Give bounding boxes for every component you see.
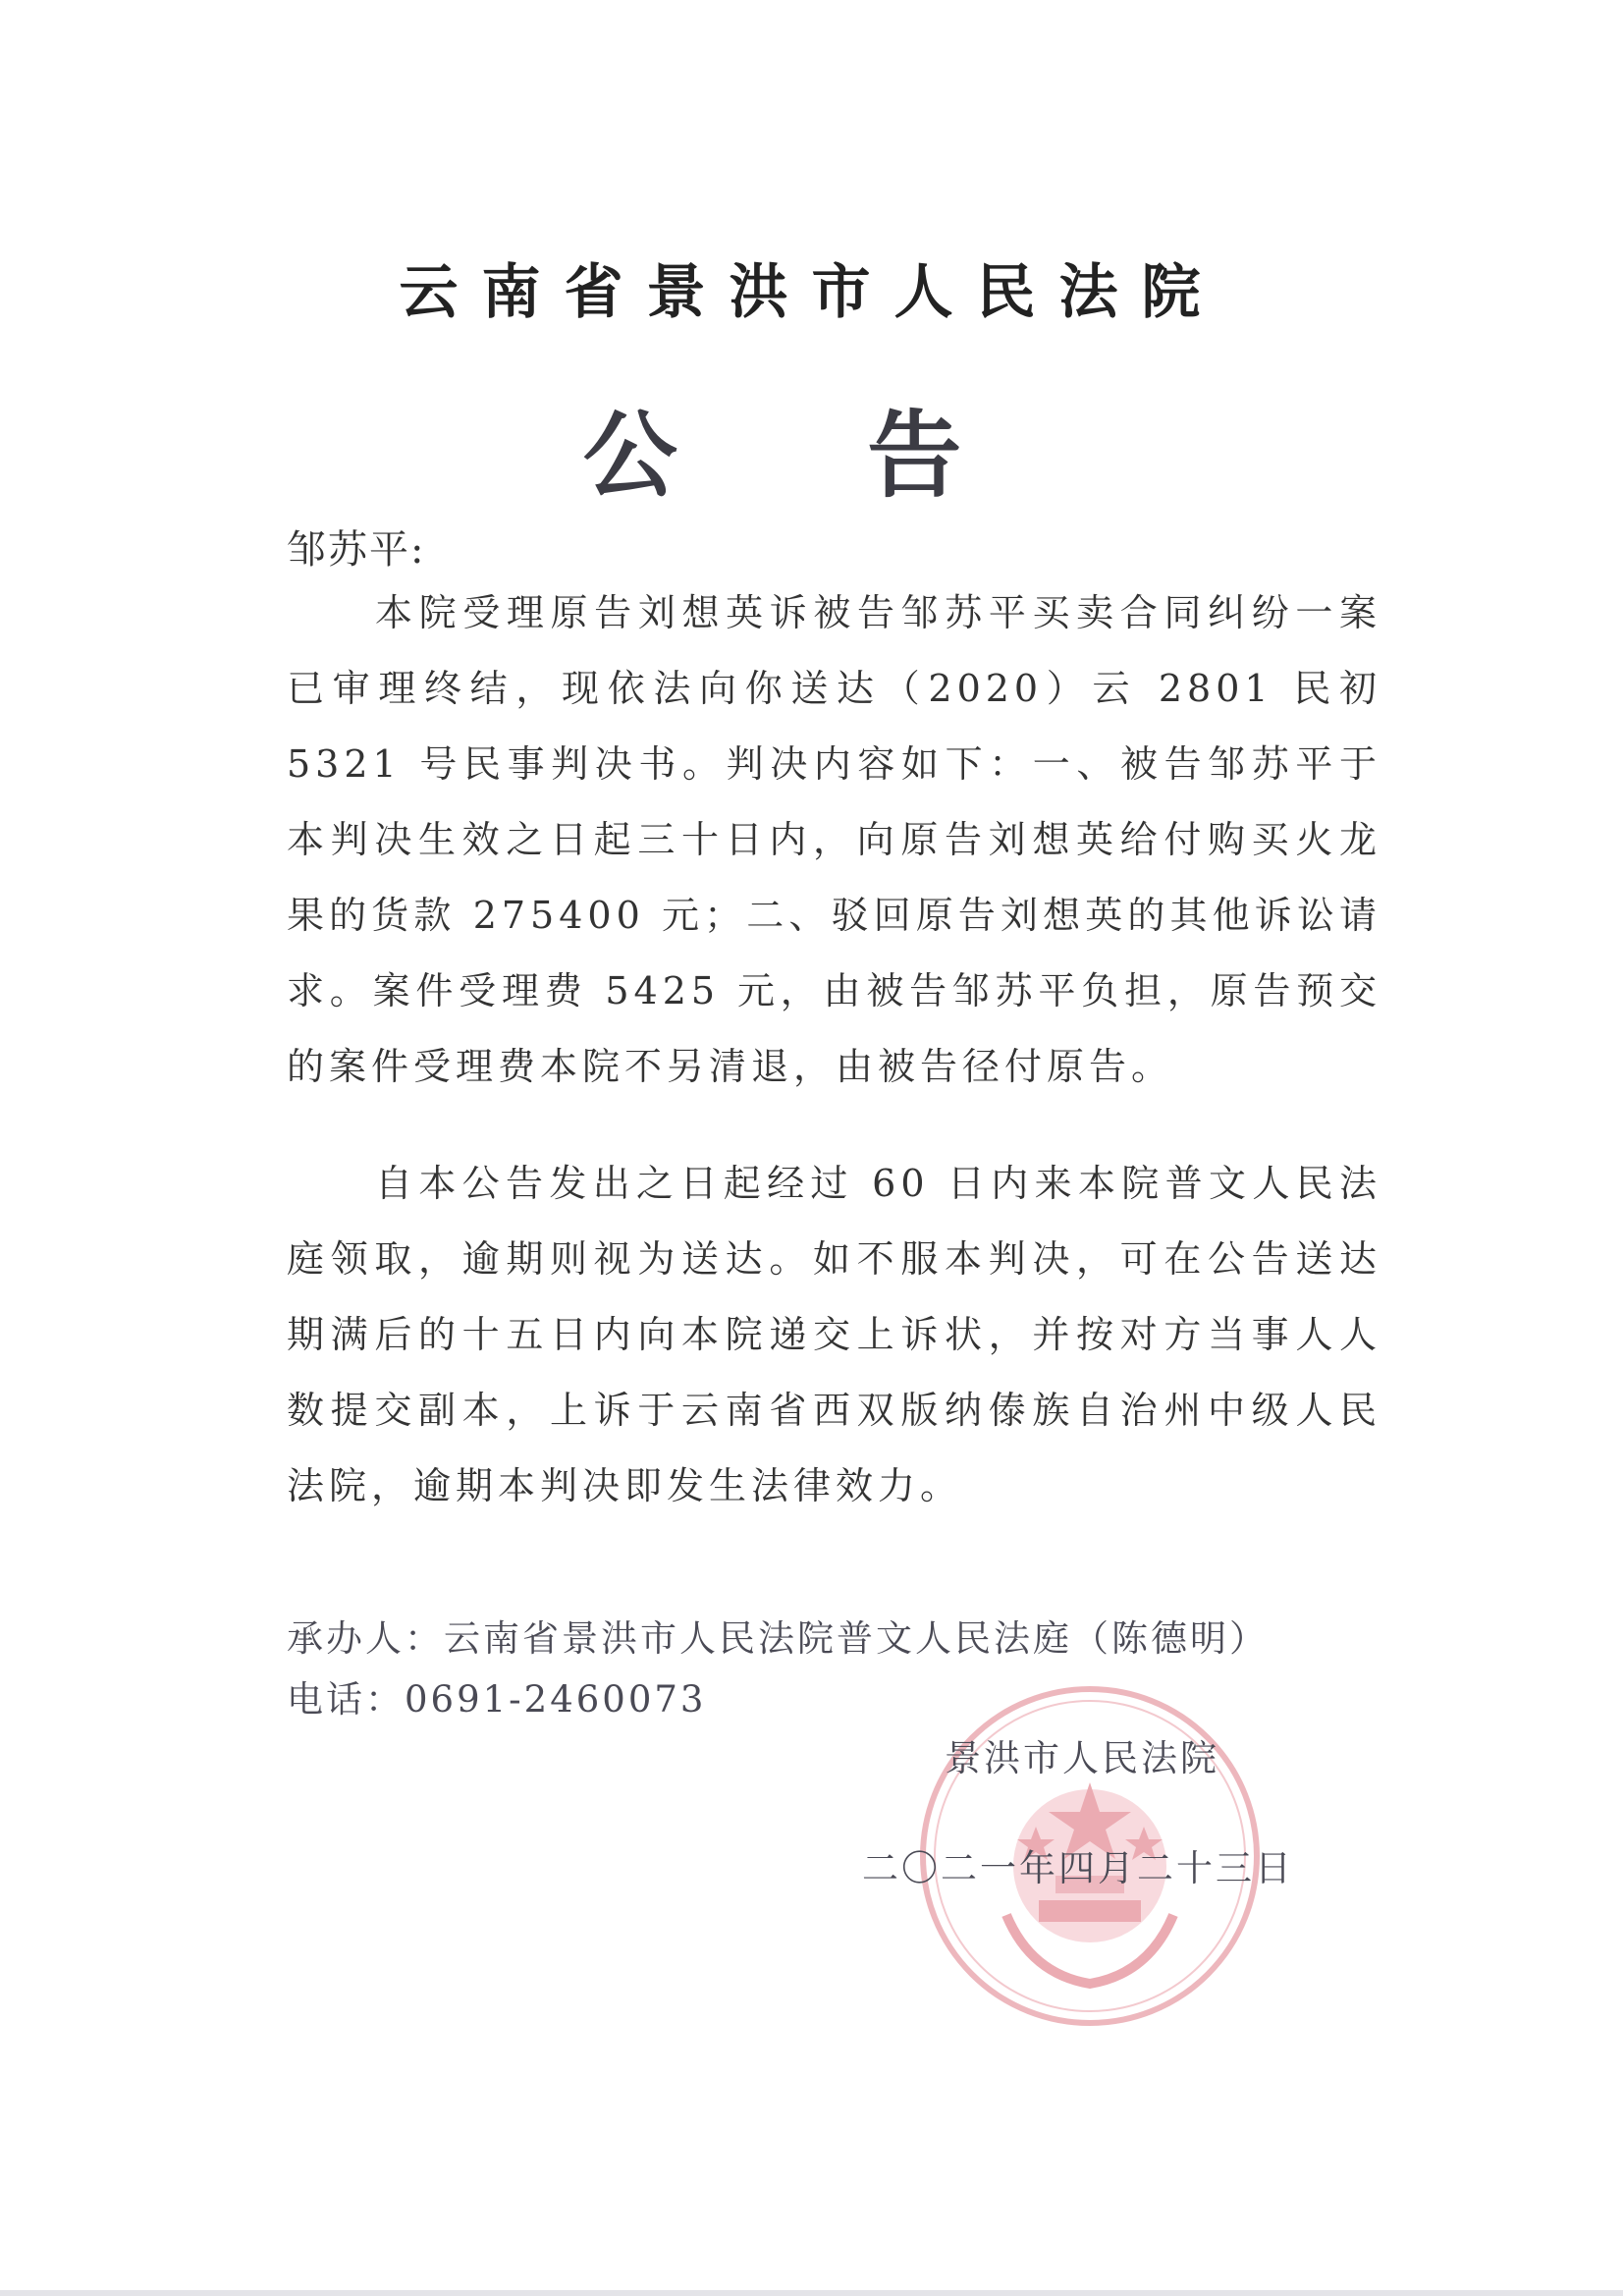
- handler-line: 承办人：云南省景洪市人民法院普文人民法庭（陈德明）: [287, 1617, 1269, 1660]
- document-title: 公 告: [582, 401, 1041, 511]
- scan-edge: [0, 2290, 1623, 2296]
- notice-paragraph: 本院受理原告刘想英诉被告邹苏平买卖合同纠纷一案已审理终结，现依法向你送达（2020）云 2801 民初 5321 号民事判决书。判决内容如下：一、被告邹苏平于本判决生效之日起三十日内，向原告刘想英给付购买火龙果的货款 275400 元；二、驳回原告刘想英的其他诉讼请求。案件受理费 5425 元，由被告邹苏平负担，原告预交的案件受理费本院不另清退，由被告径付原告。: [287, 591, 1381, 1088]
- addressee: 邹苏平:: [287, 527, 426, 573]
- phone-line: 电话：0691-2460073: [287, 1678, 707, 1721]
- signature-court: 景洪市人民法院: [945, 1737, 1219, 1779]
- court-name: 云南省景洪市人民法院: [399, 258, 1224, 327]
- notice-paragraph: 自本公告发出之日起经过 60 日内来本院普文人民法庭领取，逾期则视为送达。如不服本判决，可在公告送达期满后的十五日内向本院递交上诉状，并按对方当事人人数提交副本，上诉于云南省西双版纳傣族自治州中级人民法院，逾期本判决即发生法律效力。: [287, 1162, 1381, 1507]
- signature-date: 二〇二一年四月二十三日: [862, 1847, 1294, 1889]
